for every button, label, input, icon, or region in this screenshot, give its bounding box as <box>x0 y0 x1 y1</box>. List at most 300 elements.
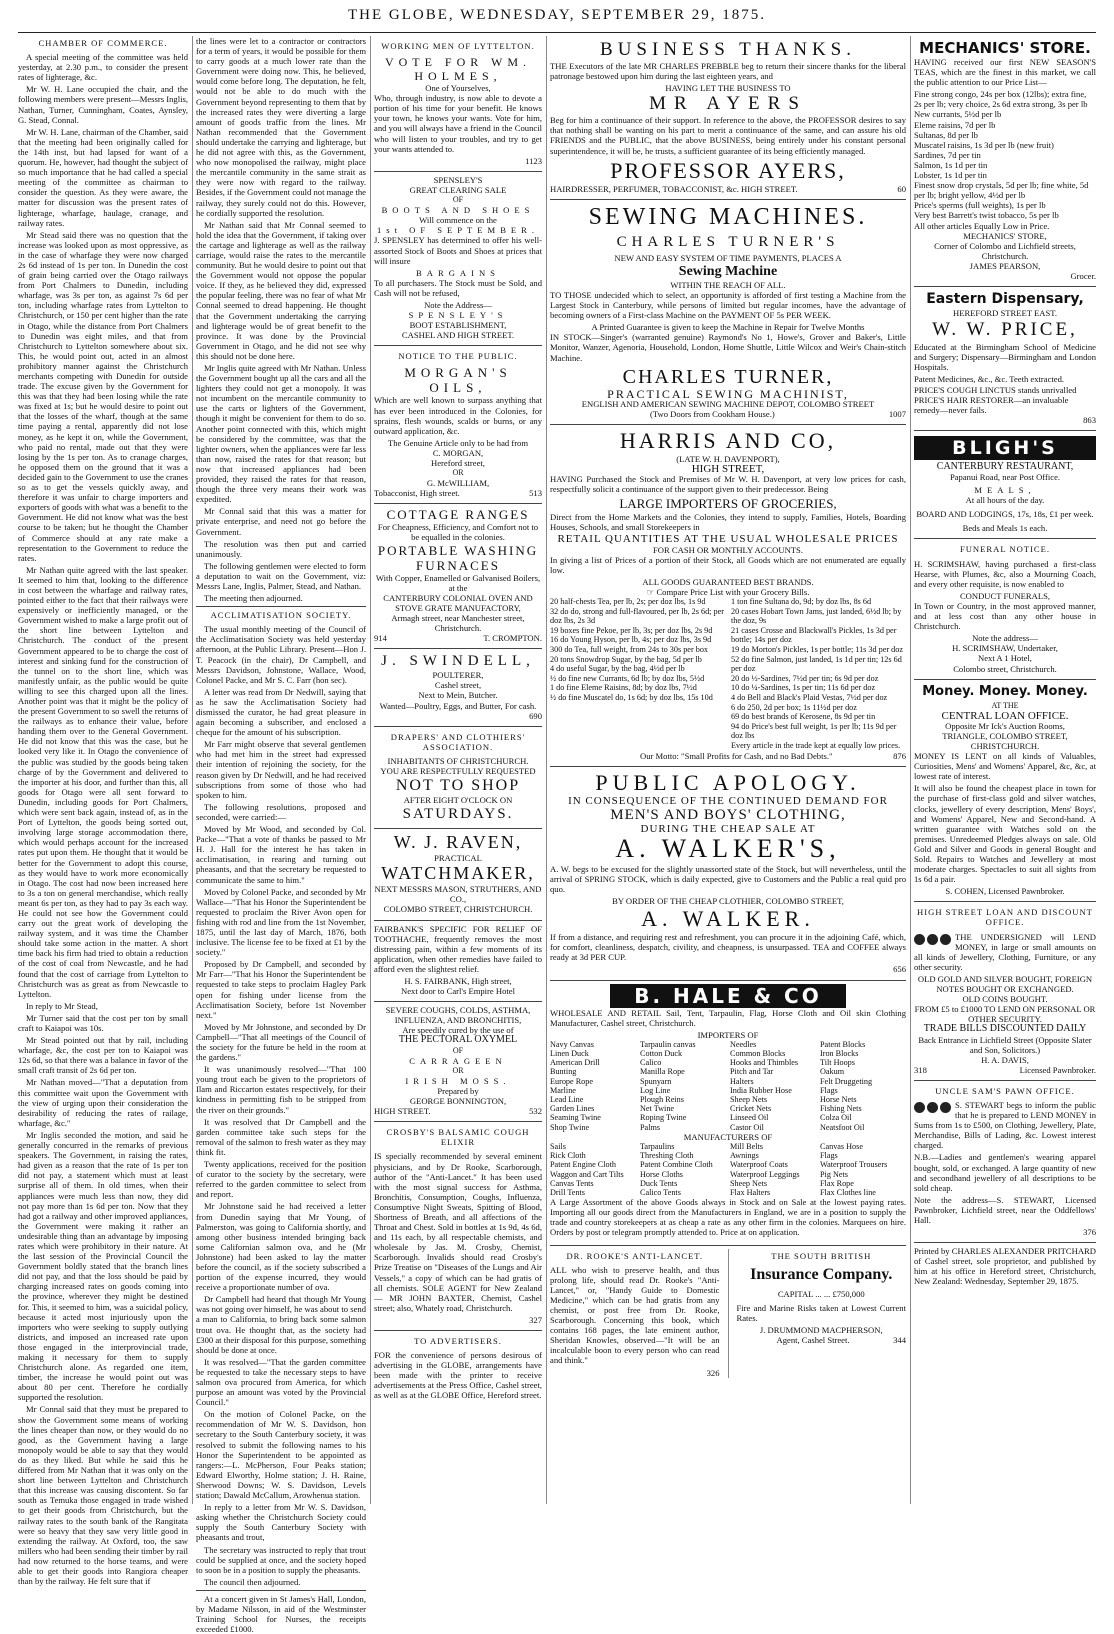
ad-title: PUBLIC APOLOGY. <box>595 769 861 795</box>
ad-line: With Copper, Enamelled or Galvanised Boilers, at the <box>375 572 541 593</box>
list-item: 32 do do, strong and full-flavoured, per lb, 2s 6d; per doz lbs, 2s 3d <box>550 606 724 626</box>
ad-harris <box>550 425 906 767</box>
ad-line: Tobacconist, High street. <box>374 488 460 499</box>
ad-line: JAMES PEARSON, <box>969 260 1041 271</box>
list-item: Halters <box>730 1076 754 1086</box>
ad-line: CENTRAL LOAN OFFICE. <box>941 709 1069 722</box>
paragraph: Mr Stead said there was no question that the increase was looked upon as most oppressive, as in the case of wharfage they were now charged 2s 6d instead of 1s per ton. In Dunedin the cost of grain being carried over the Otago railways from Port Chalmers to Dunedin, including wharfage, was 3s per ton, as against 7s 6d per ton, including wharfage rates from Lyttelton to Christchurch, or 150 per cent higher than the rate in Otago, while the distance from Port Chalmers to Dunedin was eight miles, and that from Christchurch to Lyttelton somewhere about six. This, he would point out, acted in an almost prohibitory manner against the Christchurch merchants competing with Dunedin for outside trade. The excuse given by the Government for this was that they had been losing while the rate was fixed at 1s; but he would desire to point out that the losses of the wharf, though at the same time paying a rental, apparently did not lose money, as he kept it on, while the Government, who paid no rental, made out that they were losing by the 1s per ton. As to cranage charges, he opposed them on the ground that it was a decided gain to the Government to use the cranes so as to get the vessels quickly away, and therefore it was unfair to charge importers and exporters of goods with what was a benefit to the Government. He did not know what was the best course to be taken; but he thought the Chamber of Commerce should at any rate make a representation to the Government to reduce the rates. <box>18 229 188 563</box>
list-item: American Drill <box>550 1058 600 1068</box>
ad-line: Note the address— <box>972 633 1038 644</box>
ad-caption: DR. ROOKE'S ANTI-LANCET. <box>566 1250 704 1261</box>
ad-line: H. A. DAVIS, <box>981 1054 1029 1065</box>
column-3 <box>374 36 542 1504</box>
list-item: Cricket Nets <box>730 1104 772 1114</box>
ad-title: SATURDAYS. <box>402 806 514 823</box>
paragraph: Moved by Mr Wood, and seconded by Col. Packe—"That a vote of thanks be passed to Mr H. J. Hall for the interest he has taken in acclimatisation, in rearing and turning out pheasants, and that the secretary be requested to communicate the same to him." <box>196 824 366 885</box>
paragraph: The following resolutions, proposed and seconded, were carried:— <box>196 801 366 822</box>
list-item: Horse Nets <box>820 1095 857 1105</box>
ad-line: HIGH STREET, <box>691 462 765 475</box>
ad-body: A. W. begs to be excused for the slightly unassorted state of the Stock, but will nevertheless, until the arrival of SPRING STOCK, which is daily expected, give to Customers and the Public a real quid pro quo. <box>550 863 906 894</box>
list-item: Drill Tents <box>550 1187 585 1197</box>
ad-title: MR AYERS <box>649 93 807 115</box>
ad-morgan <box>374 346 542 504</box>
list-item: 21 cases Crosse and Blackwall's Pickles, 1s 3d per bottle; 14s per doz <box>731 625 897 645</box>
paragraph: the lines were let to a contractor or contractors for a term of years, it would be possible for them to carry goods at a much lower rate than the Government were doing now. This, he believed, would come before long. The deputation, he felt, would not be able to do much with the Government beyond representing to them that by the increased rates they were diverting a large amount of goods traffic from the lines. Mr Nathan recommended that the Government should undertake the carrying and lighterage, but he did not agree with this, as the Government, who now monopolised the railway, might place the mercantile community in the same strait as they were now with regard to the railway. Besides, if the Government could not manage the railway, they surely could not do this. However, he cordially supported the resolution. <box>196 36 366 218</box>
ad-body: MONEY IS LENT on all kinds of Valuables, Curiosities, Mens' and Womens' Apparel, &c, &c, at lowest rate of interest. <box>914 751 1096 782</box>
ad-drapers <box>374 727 542 829</box>
ad-uncle-sams <box>914 1081 1096 1243</box>
ad-caption: DRAPERS' AND CLOTHIERS' ASSOCIATION. <box>390 731 526 752</box>
ad-line: For Cheapness, Efficiency, and Comfort not to be equalled in the colonies. <box>377 522 539 543</box>
list-item: Waterproof Leggings <box>730 1169 800 1179</box>
list-item: 69 do best brands of Kerosene, 8s 9d per tin <box>731 712 876 722</box>
list-item: Mill Belts <box>730 1141 763 1151</box>
paragraph: Mr Nathan said that Mr Connal seemed to hold the idea that the Government, if taking over the cartage and lighterage as well as the railway carriage, would raise the rates to the mercantile community. But he would desire to point out that the Government would not oppose the popular voice. If they, as he believed they did, expressed the popular feeling, there was no fear of what Mr Connal seemed to dread happening. He thought that the Government undertaking the carrying and lighterage would be of great benefit to the province. It was done by the Provincial Government in Otago, and he did not see why this should not be done here. <box>196 219 366 361</box>
bottom-ads <box>550 1246 906 1378</box>
ad-title: CHARLES TURNER'S <box>616 233 840 250</box>
ad-body: Beg for him a continuance of their support. In reference to the above, the PROFESSOR desires to say that nothing shall be wanting on his part to merit a continuance of the same, and can assure his old FRIENDS and the PUBLIC, that the above BUSINESS, being entirely under his constant personal superintendence, it will be, he trusts, a sufficient guarantee of its being efficiently managed. <box>550 115 906 156</box>
ad-body: To all purchasers. The Stock must be Sold, and Cash will not be refused, <box>374 277 542 298</box>
ad-line: CASHEL AND HIGH STREET. <box>401 330 515 341</box>
ad-central-loan <box>914 680 1096 903</box>
column-1 <box>18 36 188 1587</box>
list-item: 20 do ½-Sardines, 7½d per tin; 6s 9d per doz <box>731 673 879 683</box>
ad-body: FAIRBANK'S SPECIFIC FOR RELIEF OF TOOTHACHE, frequently removes the most distressing pain, within a few moments of its application, when other remedies have failed to afford even the slightest relief. <box>374 923 542 974</box>
ad-advertisers <box>374 1331 542 1401</box>
ad-caption: THE SOUTH BRITISH <box>771 1250 872 1261</box>
list-item: Eleme raisins, 7d per lb <box>914 119 996 130</box>
ad-line: MANUFACTURERS OF <box>683 1131 773 1142</box>
ad-line: OF <box>452 1045 464 1055</box>
paragraph: Mr Inglis seconded the motion, and said he generally concurred in the remarks of previous speakers. The Government, in raising the rates, had given as a reason that the rate of 1s per ton did not pay, a statement which must at least surprise all of them. In old times, when their appliances were much less than now, they did not pay more than 1s 6d per ton. Now that they had got a railway and other improved appliances, the Government were making it rather an undesirable thing than an advantage by imposing rates which were prohibitory in their nature. At the last session of the Provincial Council the Government boldly stated that the branch lines did not pay, and that the loss should be paid by charging increased rates on goods coming into the province, wherever they might be destined for. This, it seemed to him, was a suicidal policy, because it acted most injuriously upon the importers who were seeking to supply outlying districts, and imposed an increased rate upon those engaged in the interprovincial trade, making it necessary for them to supply Christchurch alone. As regarded one item, timber, the increase he would point out was about 80 per cent. Therefore he cordially supported the resolution. <box>18 1129 188 1403</box>
ad-body: ALL who wish to preserve health, and thus prolong life, should read Dr. Rooke's "Anti-Lancet," or, "Handy Guide to Domestic Medicine," which can be had gratis from any chemist, or post free from Dr. Rooke, Scarborough. Concerning this book, which contains 168 pages, the late eminent author, Sheridan Knowles, observed—"It will be an incalculable boon to every person who can read and think." <box>550 1264 720 1366</box>
list-item: Calico <box>640 1058 662 1068</box>
list-item: Linen Duck <box>550 1049 589 1059</box>
masthead: THE GLOBE, WEDNESDAY, SEPTEMBER 29, 1875. <box>348 7 766 23</box>
column-rule <box>546 36 547 1504</box>
ad-title: BUSINESS THANKS. <box>600 39 856 60</box>
column-rule <box>370 36 371 1504</box>
list-item: Needles <box>730 1039 757 1049</box>
list-item: Bunting <box>550 1067 577 1077</box>
list-item: Tarpaulin canvas <box>640 1039 696 1049</box>
ad-caption: NOTICE TO THE PUBLIC. <box>398 351 518 362</box>
column-5 <box>914 36 1096 1504</box>
list-item: Marline <box>550 1085 576 1095</box>
list-item: Patent Combine Cloth <box>640 1160 713 1170</box>
pawnbroker-balls-icon <box>914 1102 951 1113</box>
ad-line: OR <box>452 1065 464 1075</box>
ad-line: CHRISTCHURCH. <box>970 740 1040 751</box>
ad-line: BARGAINS <box>416 267 500 278</box>
ad-number: 318 <box>914 1064 927 1075</box>
ad-line: G. McWILLIAM, <box>426 478 490 489</box>
list-item: Sardines, 7d per tin <box>914 149 981 160</box>
ad-title: MEN'S AND BOYS' CLOTHING, <box>610 806 846 823</box>
ad-title: FURNACES <box>416 557 500 573</box>
ad-line: ENGLISH AND AMERICAN SEWING MACHINE DEPOT, COLOMBO STREET <box>581 398 875 409</box>
ad-title: HARRIS AND CO, <box>619 427 837 453</box>
paragraph: The council then adjourned. <box>204 1576 301 1587</box>
ad-number: 1007 <box>888 408 906 419</box>
paragraph: It was resolved—"That the garden committee be requested to take the necessary steps to have salmon ova procured from America, for which purpose an amount was voted by the Provincial Council." <box>196 1356 366 1408</box>
ad-line: J. DRUMMOND MACPHERSON, <box>759 1324 883 1335</box>
ad-line: FROM £5 to £1000 TO LEND ON PERSONAL OR OTHER SECURITY. <box>914 1004 1096 1025</box>
list-item: India Rubber Hose <box>730 1085 792 1095</box>
list-item: Neatsfoot Oil <box>820 1122 865 1132</box>
ad-line: HIGH STREET. <box>374 1106 431 1117</box>
list-item: 52 do fine Salmon, just landed, 1s 1d per tin; 12s 6d per doz <box>731 654 902 674</box>
ad-line: NEXT MESSRS MASON, STRUTHERS, AND CO., <box>374 884 542 905</box>
ad-title: NOT TO SHOP <box>395 777 521 795</box>
column-4 <box>550 36 906 1504</box>
ad-title: B. HALE & CO <box>610 984 846 1008</box>
ad-number: 327 <box>529 1314 542 1325</box>
ad-line: Are speedily cured by the use of <box>402 1025 514 1036</box>
ad-raven <box>374 829 542 920</box>
ad-caption: CROSBY'S BALSAMIC COUGH ELIXIR <box>386 1127 530 1148</box>
printer-imprint: Printed by CHARLES ALEXANDER PRITCHARD of Cashel street, sole proprietor, and published by him at his office in Hereford street, Christchurch, New Zealand: Wednesday, September 29, 1875. <box>914 1246 1096 1287</box>
ad-swindell <box>374 649 542 726</box>
paragraph: Mr Inglis quite agreed with Mr Nathan. Unless the Government bought up all the cars and all the lighters they could not get a monopoly. It was not incumbent on the mercantile community to use the carts or lighters of the Government, though it might be convenient for them to do so. Another point connected with this, which might be considered by the committee, was that the lighter owners, when the appliances were far less than now, raised the rates for that reason; but now that increased appliances had been provided, they raised the rates for that reason, though the three very means their work was expedited. <box>196 363 366 505</box>
list-item: Lead Line <box>550 1095 584 1105</box>
list-item: Iron Blocks <box>820 1049 859 1059</box>
ad-line: Colombo street, Christchurch. <box>953 663 1057 674</box>
ad-line: OF <box>452 195 464 205</box>
ad-number: 876 <box>893 750 906 761</box>
list-item: Every article in the trade kept at equally low prices. <box>731 740 901 750</box>
list-item: Castor Oil <box>730 1122 764 1132</box>
pointing-hand-icon: ☞ <box>646 586 655 597</box>
ad-line: INHABITANTS OF CHRISTCHURCH. <box>387 755 529 766</box>
ad-line: HEREFORD STREET EAST. <box>952 308 1057 319</box>
ad-caption: HIGH STREET LOAN AND DISCOUNT OFFICE. <box>917 907 1093 928</box>
ad-body: THE UNDERSIGNED will LEND MONEY, in large or small amounts on all kinds of Jewellery, Clothing, Furniture, or any other security. <box>914 931 1096 972</box>
paragraph: Mr Stead pointed out that by rail, including wharfage, &c, the cost per ton to Kaiapoi was 12s 6d, so that there was a balance in favor of the small craft transit of 2s 6d per ton. <box>18 1035 188 1076</box>
ad-body: A Large Assortment of the above Goods always in Stock and on Sale at the lowest paying rates. Importing all our goods direct from the Manufacturers in England, we are in a position to supply the trade and country storekeepers at as cheap a rate as any other firm in the colonies. Marquees on hire. Orders by post or telegram promptly attended to. Price at on application. <box>550 1197 906 1238</box>
ad-body: Who, through industry, is now able to devote a portion of his time for your benefit. He knows your town, he knows your wants. Vote for him, and you will always have a friend in the Council who will listen to your troubles, and try to get your wants attended to. <box>374 93 542 154</box>
paragraph: In reply to a letter from Mr W. S. Davidson, asking whether the Christchurch Society could supply the South Canterbury Society with pheasants and trout, <box>196 1502 366 1543</box>
list-item: Pitch and Tar <box>730 1067 774 1077</box>
ad-title: PROFESSOR AYERS, <box>610 157 846 183</box>
list-item: Linseed Oil <box>730 1113 769 1123</box>
ad-body: IN STOCK—Singer's (warranted genuine) Raymond's No 1, Howe's, Grover and Baker's, Little Monitor, Wanzer, Agenoria, Household, London, Home Shuttle, Little Wilcox and Weir's Chain-stitch Machine. <box>550 332 906 363</box>
list-item: Shop Twine <box>550 1122 590 1132</box>
ad-title: WATCHMAKER, <box>381 863 535 884</box>
ad-line: Next door to Carl's Empire Hotel <box>401 986 515 997</box>
list-item: Seaming Twine <box>550 1113 601 1123</box>
price-list-left <box>550 597 725 751</box>
column-rule <box>192 36 193 1504</box>
ad-number: 60 <box>897 183 906 194</box>
ad-line: C. MORGAN, <box>432 447 484 458</box>
ad-line: CARRAGEEN <box>409 1055 507 1066</box>
ad-number: 513 <box>529 488 542 499</box>
ad-line: IRISH MOSS. <box>405 1075 511 1086</box>
list-item: Sheep Nets <box>730 1095 768 1105</box>
list-item: 6 do 250, 2d per box; 1s 11½d per doz <box>731 702 857 712</box>
paragraph: Mr Connal said that they must be prepared to show the Government some means of working the lines cheaper than now, or they would do no good, as the Government having a large monopoly would be able to say that they would do as they liked. But while he said this he differed from Mr Nathan that it was only on the short line between Lyttelton and Christchurch that this increase was causing discontent. So far south as Temuka those engaged in trade wished to get their goods from Christchurch, but the railway rates to the south bank of the Rangitata were so heavy that they saw very little good in extending the railway. At Oxford, too, the saw millers who had been sending their timber by rail had now returned to the horse teams, and were able to get their goods into Rangiora cheaper than by the railway. He felt sure that if <box>18 1404 188 1587</box>
ad-title: LARGE IMPORTERS OF GROCERIES, <box>619 496 837 512</box>
list-item: Rick Cloth <box>550 1151 586 1161</box>
ad-line: Corner of Colombo and Lichfield streets, Christchurch. <box>934 240 1076 261</box>
ad-line: HAVING LET THE BUSINESS TO <box>665 83 791 94</box>
list-item: Tilt Hoops <box>820 1058 855 1068</box>
ad-line: MECHANICS' STORE, <box>963 230 1047 241</box>
ad-line: DURING THE CHEAP SALE AT <box>640 822 816 835</box>
ad-line: POULTERER, <box>432 670 484 681</box>
ad-line: BOOTS AND SHOES <box>381 205 535 216</box>
list-item: Sultanas, 8d per lb <box>914 129 978 140</box>
list-item: New currants, 5½d per lb <box>914 109 1002 120</box>
ad-body: Direct from the Home Markets and the Colonies, they intend to supply, Families, Hotels, Boarding Houses, Schools, and small Storekeepers in <box>550 512 906 533</box>
paragraph: Moved by Colonel Packe, and seconded by Mr Wallace—"That his Honor the Superintendent be requested to proclaim the River Avon open for fishing with rod and line from the 1st November, 1875, until the last day of March, 1876, both inclusive. The license fee to be fixed at £1 by the society." <box>196 886 366 958</box>
list-item: Canvas Hose <box>820 1141 863 1151</box>
ad-line: WITHIN THE REACH OF ALL. <box>670 279 786 290</box>
list-item: Cotton Duck <box>640 1049 683 1059</box>
manufactures-list <box>550 1142 906 1197</box>
ad-line: (LATE W. H. DAVENPORT), <box>676 453 780 464</box>
list-item: 4 do useful Sugar, by the bag, 4½d per lb <box>550 664 685 674</box>
ad-line: H. SCRIMSHAW, Undertaker, <box>952 643 1058 654</box>
list-item: Lobster, 1s 1d per tin <box>914 170 987 181</box>
ad-line: OLD COINS BOUGHT. <box>962 994 1048 1005</box>
ad-number: 344 <box>893 1335 906 1345</box>
paragraph: Mr W. H. Lane, chairman of the Chamber, said that the meeting had been originally called for the 14th inst, but had lapsed for want of a quorum. He, however, had thought the subject of so much importance that he had called a special meeting of the committee as chairman to consider the question. As they were aware, the matter for discussion was the present rates of lighterage, wharfage, haulage, cranage, and railway rates. <box>18 126 188 228</box>
price-list <box>550 597 906 751</box>
article-body <box>18 52 188 1586</box>
ad-line: GEORGE BONNINGTON, <box>409 1096 507 1107</box>
ad-body: In giving a list of Prices of a portion of their Stock, all Goods which are not enumerated are equally low. <box>550 554 906 575</box>
ad-line: Cashel street, <box>434 680 482 691</box>
paragraph: Mr W. H. Lane occupied the chair, and the following members were present—Messrs Inglis, Nathan, Turner, Cunningham, Coates, Aynsley, G. Stead, Connal. <box>18 84 188 125</box>
list-item: All other articles Equally Low in Price. <box>914 220 1050 231</box>
list-item: Common Blocks <box>730 1049 786 1059</box>
ad-line: (Two Doors from Cookham House.) <box>650 408 775 419</box>
ad-line: Prepared by <box>437 1085 479 1096</box>
ad-title: Insurance Company. <box>750 1265 893 1283</box>
list-item: 19 boxes fine Pekoe, per lb, 3s; per doz lbs, 2s 9d <box>550 625 713 635</box>
ad-line: OR <box>452 468 464 478</box>
ad-line: A Printed Guarantee is given to keep the Machine in Repair for Twelve Months <box>591 322 865 333</box>
ad-eastern-dispensary <box>914 287 1096 431</box>
ad-number: 863 <box>1083 414 1096 425</box>
ad-rooke <box>550 1249 720 1378</box>
ad-cottage-ranges <box>374 504 542 649</box>
ad-body: N.B.—Ladies and gentlemen's wearing apparel bought, sold, or exchanged. A large quantity of new and secondhand jewellery of all descriptions to be sold cheap. <box>914 1152 1096 1193</box>
list-item: 20 half-chests Tea, per lb, 2s; per doz lbs, 1s 9d <box>550 597 706 606</box>
ad-body: In Town or Country, in the most approved manner, and at less cost than any other house in Christchurch. <box>914 600 1096 632</box>
column-2 <box>196 36 366 1634</box>
ad-line: Opposite Mr Ick's Auction Rooms, <box>945 720 1065 731</box>
ad-line: Armagh street, near Manchester street, Christchurch. <box>391 612 525 634</box>
ad-line: The Genuine Article only to be had from <box>387 437 529 448</box>
ad-line: Next to Mein, Butcher. <box>418 690 498 701</box>
ad-line: Next A 1 Hotel, <box>978 653 1032 664</box>
ad-number: 690 <box>529 710 542 721</box>
ad-body: Note the address—S. STEWART, Licensed Pawnbroker, Lichfield street, near the Oddfellows' Hall. <box>914 1194 1096 1225</box>
ad-line: NEW AND EASY SYSTEM OF TIME PAYMENTS, PLACES A <box>614 252 842 263</box>
article-heading: ACCLIMATISATION SOCIETY. <box>210 610 352 621</box>
price-list <box>914 89 1096 230</box>
paragraph: The resolution was then put and carried unanimously. <box>196 538 366 559</box>
ad-line: COLOMBO STREET, CHRISTCHURCH. <box>383 904 533 915</box>
ad-pectoral <box>374 1002 542 1122</box>
paragraph: A special meeting of the committee was held yesterday, at 2.30 p.m., to consider the present rates of lighterage, &c. <box>18 52 188 83</box>
ad-insurance <box>737 1249 907 1378</box>
ad-number: 532 <box>529 1106 542 1117</box>
list-item: Canvas Tents <box>550 1178 594 1188</box>
list-item: Flax Clothes line <box>820 1187 876 1197</box>
article-heading: CHAMBER OF COMMERCE. <box>38 38 168 48</box>
list-item: Flags <box>820 1085 838 1095</box>
list-item: Pig Nets <box>820 1169 848 1179</box>
ad-body: Fire and Marine Risks taken at Lowest Current Rates. <box>736 1302 906 1323</box>
list-item: Hooks and Thimbles <box>730 1058 799 1068</box>
ad-body: THE Executors of the late MR CHARLES PREBBLE beg to return their sincere thanks for the liberal patronage bestowed upon him during the last eighteen years, and <box>550 61 906 82</box>
list-item: Sails <box>550 1141 566 1151</box>
list-item: Waterproof Trousers <box>820 1160 888 1170</box>
paragraph: On the motion of Colonel Packe, on the recommendation of Mr W. S. Davidson, hon secretary to the South Canterbury society, it was resolved to submit the following names to his Honor the Superintendent to be appointed as rangers:—L. McPherson, Four Peaks station; Edward Elworthy, Holme station; J. H. Raine, Sherwood Downs; W. S. Davidson, Levels station; Dawald McCallum, Arowhenua station. <box>196 1409 366 1501</box>
column-rule <box>910 36 911 1504</box>
ad-title: MORGAN'S OILS, <box>404 365 512 396</box>
ad-title: W. J. RAVEN, <box>393 832 523 853</box>
footnote: At a concert given in St James's Hall, London, by Madame Nilsson, in aid of the Westminster Training School for Nurses, the receipts exceeded £1000. <box>196 1593 366 1634</box>
ad-high-street-loan <box>914 902 1096 1081</box>
paragraph: The following gentlemen were elected to form a deputation to wait on the Government, viz: Messrs Lane, Inglis, Palmer, Stead, and Nathan. <box>196 560 366 591</box>
ad-body: Educated at the Birmingham School of Medicine and Surgery; Dispensary—Birmingham and London Hospitals. <box>914 342 1096 373</box>
price-list-right <box>731 597 906 751</box>
ad-line: FOR CASH OR MONTHLY ACCOUNTS. <box>653 544 803 555</box>
list-item: Patent Engine Cloth <box>550 1160 616 1170</box>
ad-line: Beds and Meals 1s each. <box>962 523 1048 534</box>
list-item: Flags <box>820 1151 838 1161</box>
ad-line: AT THE <box>991 700 1019 710</box>
list-item: Navy Canvas <box>550 1039 594 1049</box>
ad-line: GREAT CLEARING SALE <box>409 184 507 195</box>
ad-line: PRACTICAL SEWING MACHINIST, <box>607 386 849 401</box>
ad-body: J. SPENSLEY has determined to offer his well-assorted Stock of Boots and Shoes at prices that will insure <box>374 235 542 266</box>
list-item: Calico Tents <box>640 1187 681 1197</box>
list-item: Felt Druggeting <box>820 1076 873 1086</box>
ad-number: 656 <box>893 964 906 975</box>
ad-line: HAIRDRESSER, PERFUMER, TOBACCONIST, &c. HIGH STREET. <box>550 183 798 194</box>
ad-title: A. WALKER'S, <box>615 833 841 863</box>
list-item: Tarpaulins <box>640 1141 675 1151</box>
list-item: Threshing Cloth <box>640 1151 694 1161</box>
ad-line: S. COHEN, Licensed Pawnbroker. <box>945 886 1065 897</box>
ad-holmes <box>374 36 542 172</box>
paragraph: The usual monthly meeting of the Council of the Acclimatisation Society was held yesterday afternoon, at the Public Library. Present—Hon J. T. Peacock (in the chair), Dr Campbell, and Messrs Davidson, Johnstone, Wallace, Wood, Colonel Packe, and Mr S. C. Farr (hon sec). <box>196 624 366 685</box>
ad-line: IMPORTERS OF <box>697 1029 759 1040</box>
ad-title: SEWING MACHINES. <box>588 203 868 230</box>
ad-body: HAVING received our first NEW SEASON'S TEAS, which are the finest in this market, we call the public attention to our Price List— <box>914 57 1096 88</box>
list-item: Roping Twine <box>640 1113 687 1123</box>
paragraph: The meeting then adjourned. <box>204 593 303 604</box>
ad-line: PRICE'S HAIR RESTORER—an invaluable remedy—never fails. <box>914 394 1069 415</box>
list-item: ½ do fine Muscatel do, 1s 6d; by doz lbs, 15s 10d <box>550 692 713 702</box>
ad-number: 1123 <box>525 155 542 166</box>
list-item: Horse Cloths <box>640 1169 683 1179</box>
paragraph: Mr Nathan quite agreed with the last speaker. It seemed to him that, looking to the difference in cost between the wharfage and railway rates, pointed either to the fact that their railways were expensively or inefficiently managed, or the Government wished to make a large profit out of the short line between Lyttelton and Christchurch. The conduct of the present Government appeared to be to charge the cost of interest and sinking fund for the construction of the tunnel on to the short line, which was manifestly unfair, as the public would be quite willing to see this charged upon all the lines. Another point was that it might be the policy of the present Government to so swell the returns of the railways as to enhance their value, before handing them over to the General Government. He did not know that this was the case, but he looked very like it. In Otago the convenience of the public was studied by the goods being taken charge of by the Government and delivered to the importer at his door, and further than this, all goods for Otago were all sent forward to Dunedin, including goods for Port Chalmers, which were sent back again, instead of, as in the Port of Lyttelton, the goods being sorted out, involving large storage accommodation there, which would perhaps account for the increased rates put upon them. He thought that it would be better for the Government to adopt this course, as they would have to work more economically in Otago. The cost had now been increased here to 3s a ton on general merchandise, which really meant 6s per ton, as they had to pay 3s each way. He could not see how the Government could carry out the great work of developing the railway system, and it was time the Chamber should take some action in the matter. A short time back his firm had tried to obtain a reduction of the cost of coal from Newcastle, and he had found that the cost of carriage from Lyttelton to Christchurch was as great as from Newcastle to Lyttelton. <box>18 564 188 999</box>
list-item: 19 do Morton's Pickles, 1s per bottle; 11s 3d per doz <box>731 644 903 654</box>
ad-line: Grocer. <box>1070 270 1096 281</box>
ad-title: COTTAGE RANGES <box>386 507 530 523</box>
ad-line: T. CROMPTON. <box>483 633 542 644</box>
paragraph: Moved by Mr Johnstone, and seconded by Dr Campbell—"That all meetings of the Council of the society for the future be held in the room at the gardens." <box>196 1021 366 1063</box>
ad-crosby <box>374 1122 542 1331</box>
ad-title: MECHANICS' STORE. <box>919 39 1091 57</box>
list-item: 20 tons Snowdrop Sugar, by the bag, 5d per lb <box>550 654 702 664</box>
list-item: Manilla Rope <box>640 1067 685 1077</box>
ad-mechanics-store <box>914 36 1096 287</box>
ad-line: BOOT ESTABLISHMENT, <box>409 320 507 331</box>
ad-caption: WORKING MEN OF LYTTELTON. <box>381 41 535 51</box>
paragraph: It was unanimously resolved—"That 100 young trout each be given to the proprietors of Ilam and Riccarton estates respectively, for their kindness in permitting fish to be stripped from the river on their grounds." <box>196 1064 366 1115</box>
paragraph: Mr Nathan moved—"That a deputation from this committee wait upon the Government with the view of urging upon their consideration the desirability of reducing the rates of railage, wharfage, &c." <box>18 1077 188 1128</box>
list-item: 300 do Tea, full weight, from 24s to 30s per box <box>550 644 709 654</box>
ad-title: W. W. PRICE, <box>932 319 1078 341</box>
list-item: Muscatel raisins, 1s 3d per lb (new fruit) <box>914 139 1054 150</box>
paragraph: Mr Turner said that the cost per ton by small craft to Kaiapoi was 10s. <box>18 1012 188 1033</box>
ad-line <box>550 587 906 597</box>
list-item: 1 do fine Eleme Raisins, 8d; by doz lbs, 7½d <box>550 683 697 693</box>
masthead-rule <box>18 32 1096 33</box>
ad-line: 1st OF SEPTEMBER. <box>376 225 540 236</box>
paragraph: Proposed by Dr Campbell, and seconded by Mr Farr—"That his Honor the Superintendent be requested to take steps to proclaim Hagley Park open for fishing under license from the Acclimatisation Society, before 1st November next." <box>196 959 366 1020</box>
ad-body: Which are well known to surpass anything that has ever been introduced in the Colonies, for sprains, flesh wounds, scalds or burns, or any outward application, &c. <box>374 395 542 436</box>
list-item: Garden Lines <box>550 1104 595 1114</box>
ad-line: IN CONSEQUENCE OF THE CONTINUED DEMAND FOR <box>568 794 888 807</box>
paragraph: Mr Johnstone said he had received a letter from Dunedin saying that Mr Young, of Palmerston, was going to California shortly, and among other business intended bringing back some Californian salmon ova, and he (Mr Johnstone) had been asked to lay the matter before the council, as if the society subscribed a portion of the expense incurred, they would receive a proportionate number of ova. <box>196 1201 366 1293</box>
ad-body: It will also be found the cheapest place in town for the purchase of first-class gold and silver watches, clocks, jewellery of every description, Mens' Boys', and Womens' Apparel, New and Second-hand. A written guarantee with Watches sold on the premises. Unredeemed Pledges always on sale. Old Gold and Silver and Goods in general Bought and Sold. Repairs to Watches and Jewellery at most moderate charges. Spectacles to suit all sights from 1s 6d a pair. <box>914 783 1096 885</box>
paragraph: In reply to Mr Stead, <box>26 1000 98 1011</box>
ad-body: If from a distance, and requiring rest and refreshment, you can procure it in the adjoining Café, which, for comfort, cleanliness, despatch, civility, and cheapness, is unsurpassed. TEA and COFFEE always ready at 3d PER CUP. <box>550 932 906 963</box>
ad-line: Our Motto: "Small Profits for Cash, and no Bad Debts." <box>640 750 833 761</box>
ad-line: Wanted—Poultry, Eggs, and Butter, For cash. <box>379 700 537 711</box>
paragraph: It was resolved that Dr Campbell and the garden committee take such steps for the removal of the salmon to fresh water as they may think fit. <box>196 1116 366 1157</box>
ad-caption: FUNERAL NOTICE. <box>959 544 1051 555</box>
ad-line: SEVERE COUGHS, COLDS, ASTHMA, INFLUENZA, AND BRONCHITIS, <box>385 1005 531 1026</box>
ad-line: CANTERBURY RESTAURANT, <box>936 460 1074 472</box>
ad-line: THE PECTORAL OXYMEL <box>398 1034 518 1046</box>
ad-title: A. WALKER. <box>641 906 815 932</box>
ad-line: Compare Price List with your Grocery Bills. <box>656 586 810 597</box>
ad-line: OLD GOLD AND SILVER BOUGHT, FOREIGN NOTES BOUGHT OR EXCHANGED. <box>917 973 1093 995</box>
ad-line: One of Yourselves, <box>425 83 491 94</box>
ad-body: S. STEWART begs to inform the public that he is prepared to LEND MONEY in Sums from 1s to £500, on Clothing, Jewellery, Plate, Merchandise, Bills of Lading, &c. Lowest interest charged. <box>914 1099 1096 1151</box>
list-item: 94 do Price's best full weight, 1s per lb; 11s 9d per doz lbs <box>731 721 897 741</box>
ad-line: Note the Address— <box>424 299 492 310</box>
ad-line: H. S. FAIRBANK, High street, <box>404 976 512 986</box>
list-item: Oakum <box>820 1067 845 1077</box>
ad-line: Agent, Cashel Street. <box>776 1335 850 1345</box>
list-item: 1 ton fine Sultana do, 9d; by doz lbs, 8s 6d <box>731 597 872 606</box>
ad-divider <box>728 1249 729 1378</box>
ad-line: Licensed Pawnbroker. <box>1019 1064 1096 1075</box>
ad-title: J. SWINDELL, <box>381 653 535 670</box>
ad-line: CANTERBURY COLONIAL OVEN AND STOVE GRATE MANUFACTORY, <box>383 592 533 613</box>
ad-title: VOTE FOR WM. HOLMES, <box>384 55 532 84</box>
ad-caption: TO ADVERTISERS. <box>414 1336 502 1346</box>
ad-body: TO THOSE undecided which to select, an opportunity is afforded of first testing a Machine from the Largest Stock in Canterbury, while persons of limited but regular incomes, have the advantage of becoming owners of a First-class Machine on the PAYMENT OF 5s PER WEEK. <box>550 289 906 321</box>
ad-business-thanks <box>550 36 906 200</box>
ad-line: MEALS, <box>974 485 1036 496</box>
list-item: Sheep Nets <box>730 1178 768 1188</box>
ad-blighs <box>914 431 1096 540</box>
list-item: Price's sperms (full weights), 1s per lb <box>914 200 1046 211</box>
ad-title: PORTABLE WASHING <box>377 542 539 558</box>
